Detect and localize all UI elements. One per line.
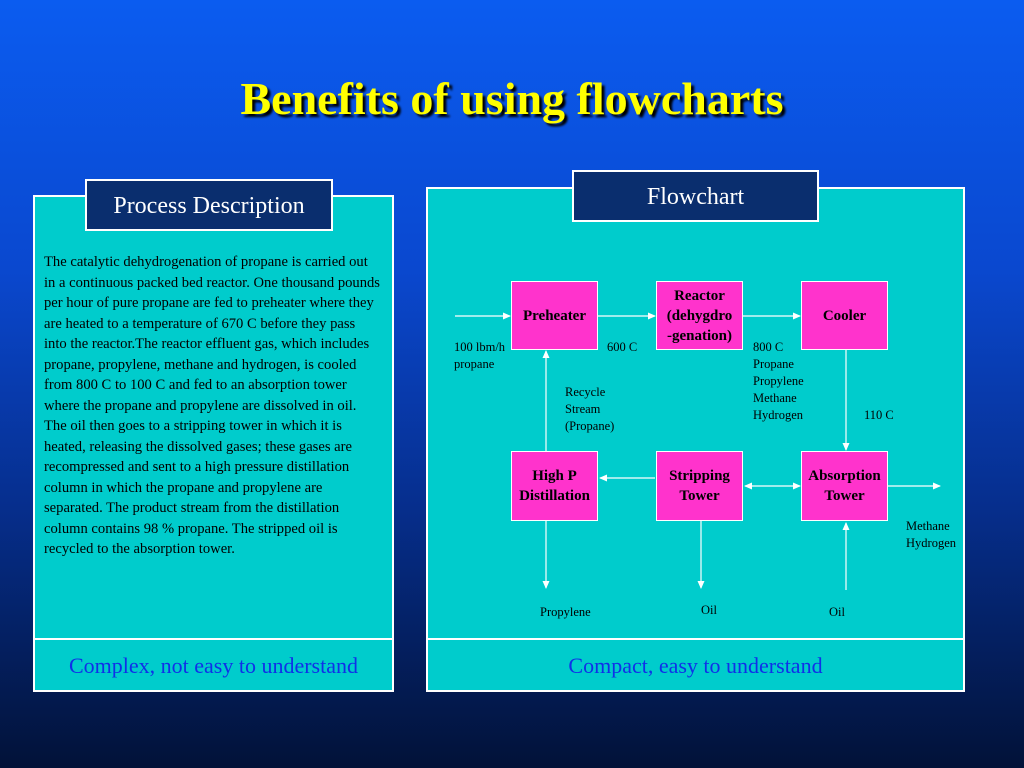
node-preheater — [511, 281, 598, 350]
label-temp-110: 110 C — [864, 408, 894, 422]
label-reactor-outlet-temp: 800 C — [753, 340, 784, 354]
node-reactor-line2: (dehygdro — [666, 307, 733, 324]
node-preheater-label: Preheater — [522, 307, 587, 324]
node-reactor — [656, 281, 743, 350]
node-absorption-line2: Tower — [824, 488, 865, 504]
node-high-p-line1: High P — [532, 468, 577, 484]
node-cooler — [801, 281, 888, 350]
label-oil-stripping: Oil — [701, 603, 717, 617]
node-stripping-line2: Tower — [679, 488, 720, 504]
process-description-text: The catalytic dehydrogenation of propane is carried out in a continuous packed bed reactor. One thousand pounds per hour of pure propane are fed to preheater where they are heated to a temperature of 670 C before they pass into the reactor.The reactor effluent gas, which includes propane, propylene, methane and hydrogen, is cooled from 800 C to 100 C and fed to an absorption tower where the propane and propylene are dissolved in oil. The oil then goes to a stripping tower in which it is heated, releasing the dissolved gases; these gases are recompressed and sent to a high pressure distillation column in which the propane and propylene are separated. The product stream from the distillation column contains 98 % propane. The stripped oil is recycled to the absorption tower. — [44, 254, 380, 557]
label-feed-line2: propane — [454, 357, 495, 371]
label-feed-line1: 100 lbm/h — [454, 340, 506, 354]
node-reactor-line1: Reactor — [674, 287, 725, 304]
label-oil-absorption: Oil — [829, 605, 845, 619]
label-recycle-stream — [565, 384, 614, 435]
label-reactor-outlet-propylene: Propylene — [753, 374, 804, 388]
label-recycle-line1: Recycle — [565, 385, 606, 399]
label-reactor-outlet — [753, 339, 804, 424]
label-reactor-outlet-propane: Propane — [753, 357, 794, 371]
left-panel-caption: Complex, not easy to understand — [68, 653, 358, 678]
node-absorption-tower — [801, 451, 888, 521]
label-offgas-hydrogen: Hydrogen — [906, 536, 956, 550]
label-recycle-line2: Stream — [565, 402, 601, 416]
flowchart-header: Flowchart — [572, 170, 819, 222]
node-stripping-line1: Stripping — [669, 468, 730, 484]
node-reactor-line3: -genation) — [666, 327, 732, 344]
right-panel-caption: Compact, easy to understand — [568, 653, 823, 678]
node-high-p-line2: Distillation — [519, 488, 590, 504]
label-recycle-line3: (Propane) — [565, 419, 615, 433]
label-temp-600: 600 C — [607, 340, 638, 354]
node-high-p-distillation — [511, 451, 598, 521]
node-absorption-line1: Absorption — [808, 468, 881, 484]
label-reactor-outlet-methane: Methane — [753, 391, 797, 405]
label-reactor-outlet-hydrogen: Hydrogen — [753, 408, 803, 422]
label-offgas — [906, 518, 956, 552]
label-propylene-product: Propylene — [540, 605, 591, 619]
slide-title: Benefits of using flowcharts — [240, 73, 784, 124]
node-cooler-label: Cooler — [822, 307, 867, 324]
label-feed — [454, 339, 505, 373]
process-description-header: Process Description — [85, 179, 333, 231]
label-offgas-methane: Methane — [906, 519, 950, 533]
node-stripping-tower — [656, 451, 743, 521]
